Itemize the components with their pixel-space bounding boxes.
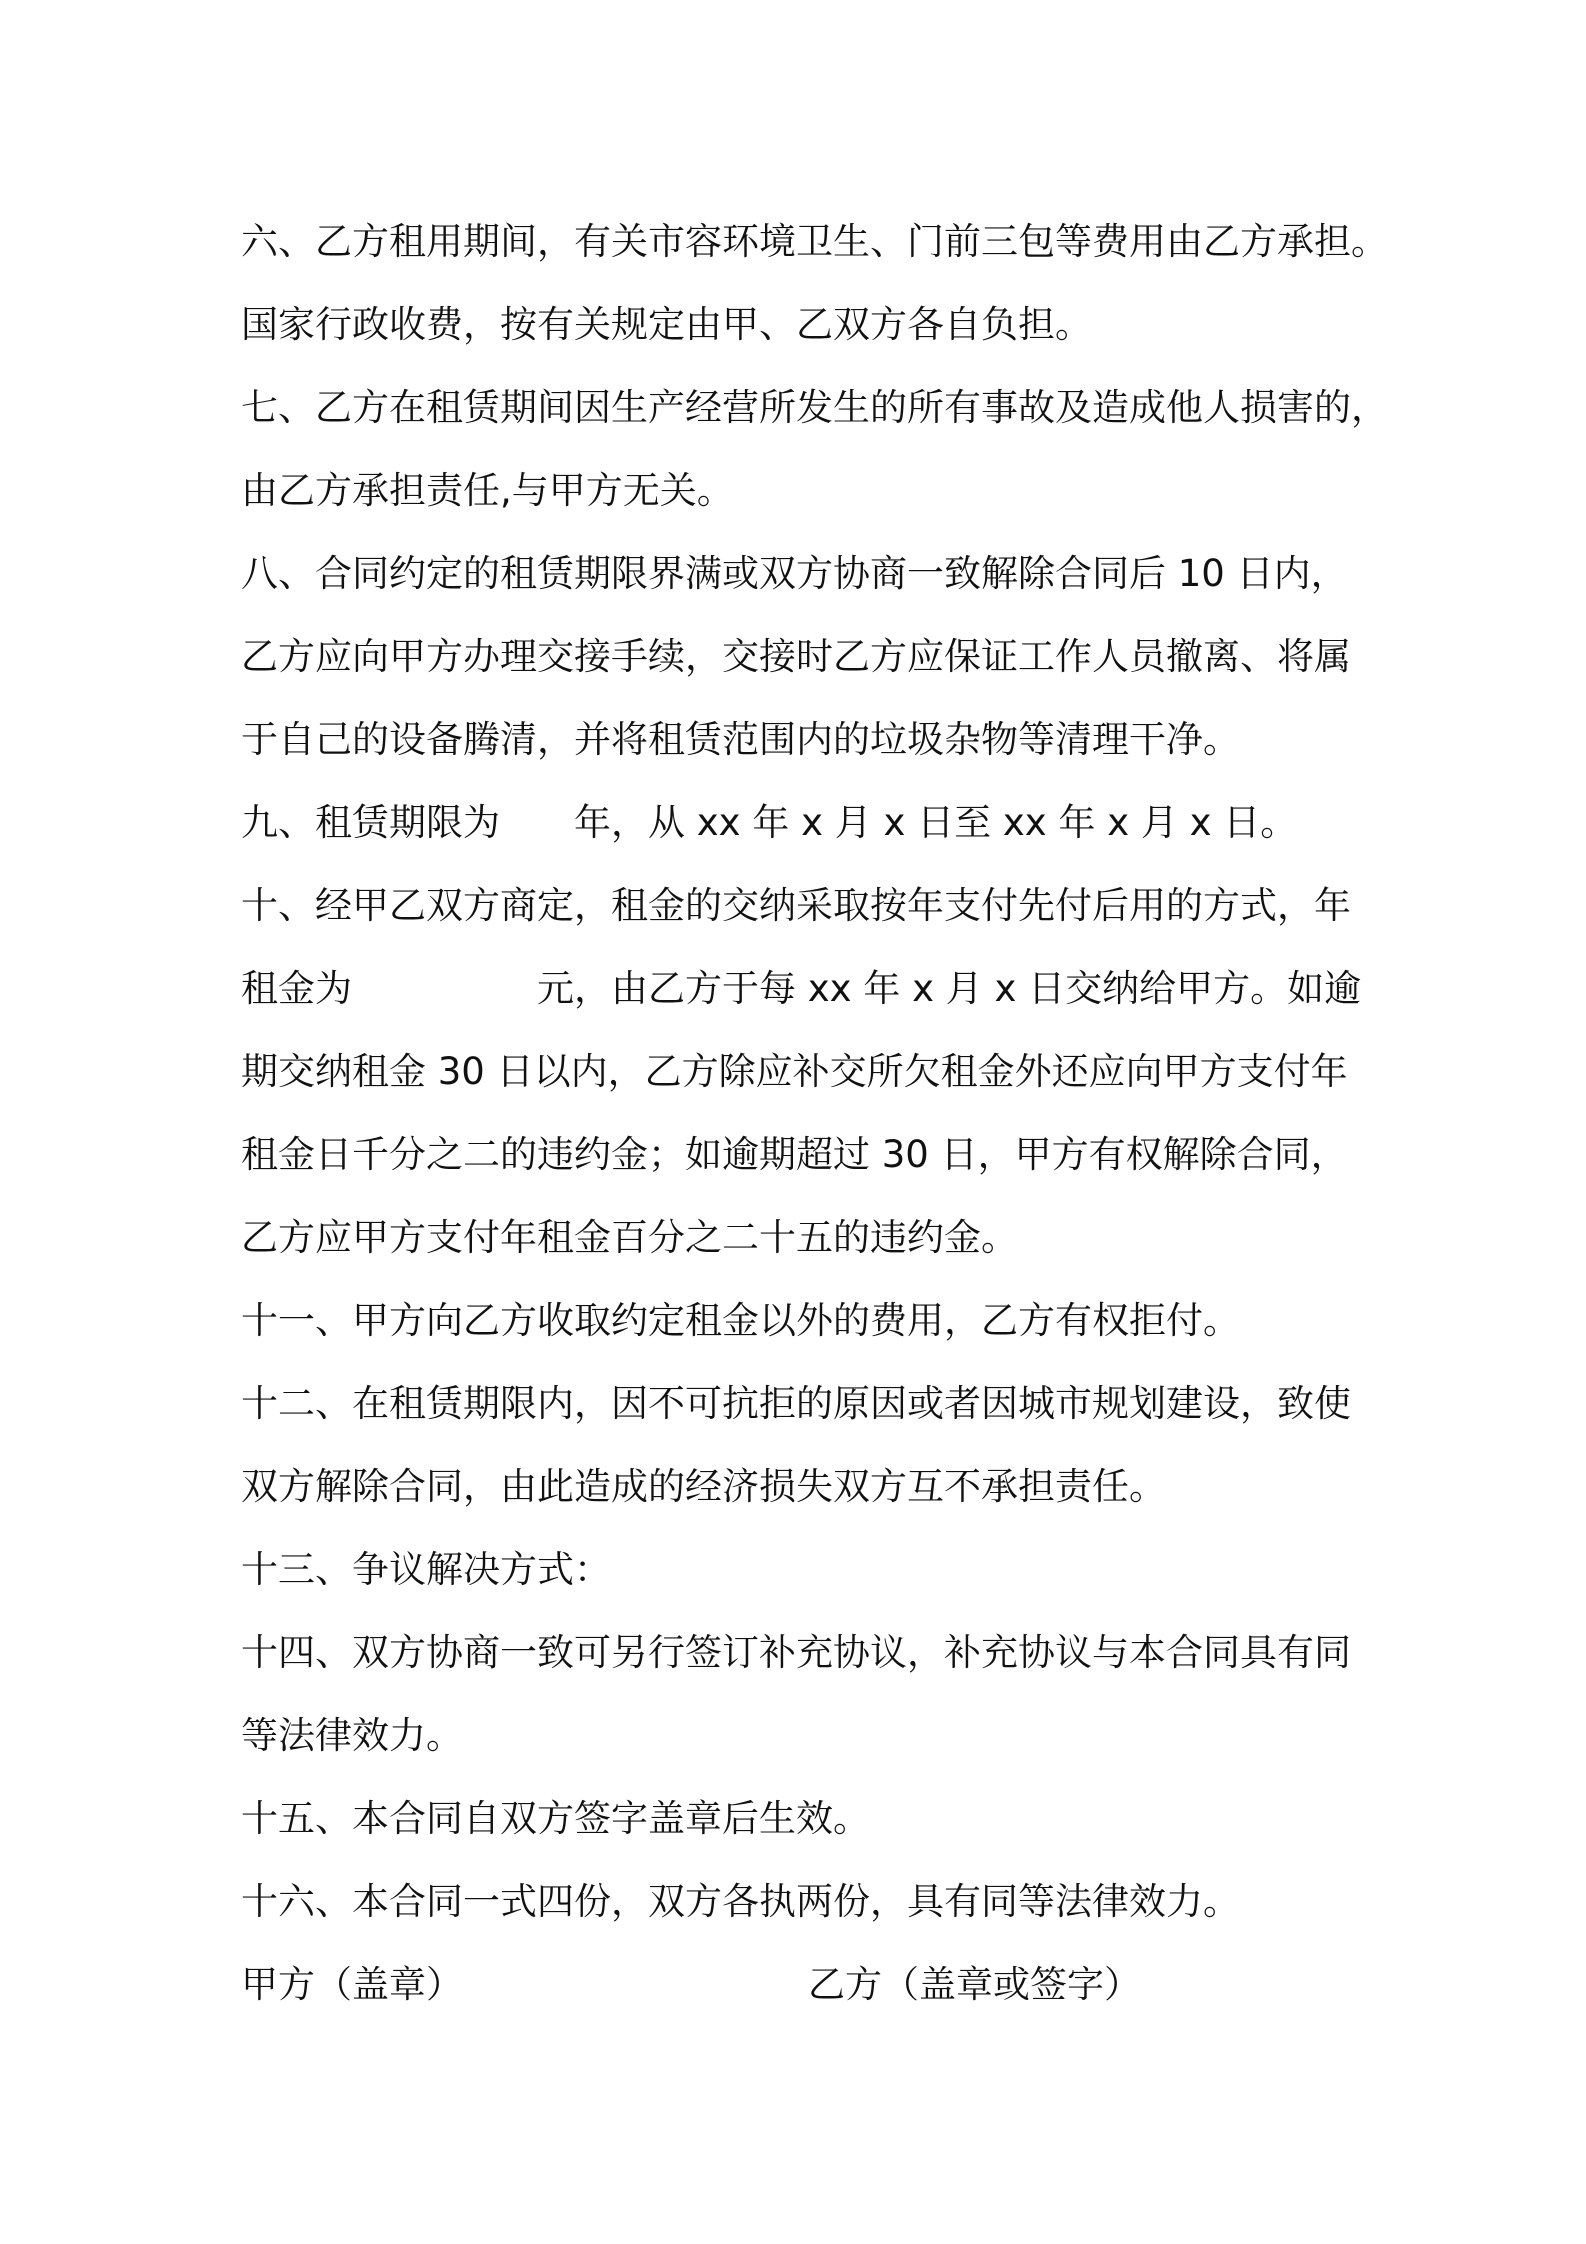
- clause-15: [241, 1777, 1381, 1860]
- clause-9-line-1: 九、租赁期限为 年，从 xx 年 x 月 x 日至 xx 年 x 月 x 日。: [241, 801, 1298, 844]
- clause-16-line-1: 十六、本合同一式四份，双方各执两份，具有同等法律效力。: [241, 1880, 1240, 1923]
- clause-14: [241, 1611, 1381, 1777]
- clause-7-line-1: 七、乙方在租赁期间因生产经营所发生的所有事故及造成他人损害的，: [241, 386, 1388, 429]
- clause-12: [241, 1362, 1381, 1528]
- clause-11: [241, 1279, 1381, 1362]
- clause-8-line-2: 乙方应向甲方办理交接手续，交接时乙方应保证工作人员撤离、将属: [241, 635, 1351, 678]
- clause-10-line-3: 期交纳租金 30 日以内，乙方除应补交所欠租金外还应向甲方支付年: [241, 1050, 1348, 1093]
- party-a-signature-label: 甲方（盖章）: [241, 1963, 463, 2006]
- clause-6: [241, 200, 1388, 366]
- clause-7-line-2: 由乙方承担责任,与甲方无关。: [241, 469, 734, 512]
- clause-15-line-1: 十五、本合同自双方签字盖章后生效。: [241, 1797, 870, 1840]
- clause-9: [241, 781, 1381, 864]
- clause-10-line-5: 乙方应甲方支付年租金百分之二十五的违约金。: [241, 1216, 1018, 1259]
- clause-7: [241, 366, 1388, 532]
- clause-10-line-1: 十、经甲乙双方商定，租金的交纳采取按年支付先付后用的方式，年: [241, 884, 1351, 927]
- clause-10-line-2: 租金为 元，由乙方于每 xx 年 x 月 x 日交纳给甲方。如逾: [241, 967, 1362, 1010]
- contract-body: [241, 200, 1388, 2026]
- clause-12-line-2: 双方解除合同，由此造成的经济损失双方互不承担责任。: [241, 1465, 1166, 1508]
- signature-row: [241, 1943, 1381, 2026]
- clause-8-line-1: 八、合同约定的租赁期限界满或双方协商一致解除合同后 10 日内，: [241, 552, 1348, 595]
- party-b-signature-label: 乙方（盖章或签字）: [808, 1963, 1141, 2006]
- clause-8: [241, 532, 1381, 781]
- clause-8-line-3: 于自己的设备腾清，并将租赁范围内的垃圾杂物等清理干净。: [241, 718, 1240, 761]
- clause-6-line-1: 六、乙方租用期间，有关市容环境卫生、门前三包等费用由乙方承担。: [241, 220, 1388, 263]
- clause-16: [241, 1860, 1381, 1943]
- clause-10-line-4: 租金日千分之二的违约金；如逾期超过 30 日，甲方有权解除合同，: [241, 1133, 1348, 1176]
- clause-13-line-1: 十三、争议解决方式：: [241, 1548, 611, 1591]
- clause-11-line-1: 十一、甲方向乙方收取约定租金以外的费用，乙方有权拒付。: [241, 1299, 1240, 1342]
- clause-10: [241, 864, 1381, 1279]
- clause-6-line-2: 国家行政收费，按有关规定由甲、乙双方各自负担。: [241, 303, 1092, 346]
- clause-13: [241, 1528, 1381, 1611]
- clause-14-line-1: 十四、双方协商一致可另行签订补充协议，补充协议与本合同具有同: [241, 1631, 1351, 1674]
- clause-14-line-2: 等法律效力。: [241, 1714, 463, 1757]
- clause-12-line-1: 十二、在租赁期限内，因不可抗拒的原因或者因城市规划建设，致使: [241, 1382, 1351, 1425]
